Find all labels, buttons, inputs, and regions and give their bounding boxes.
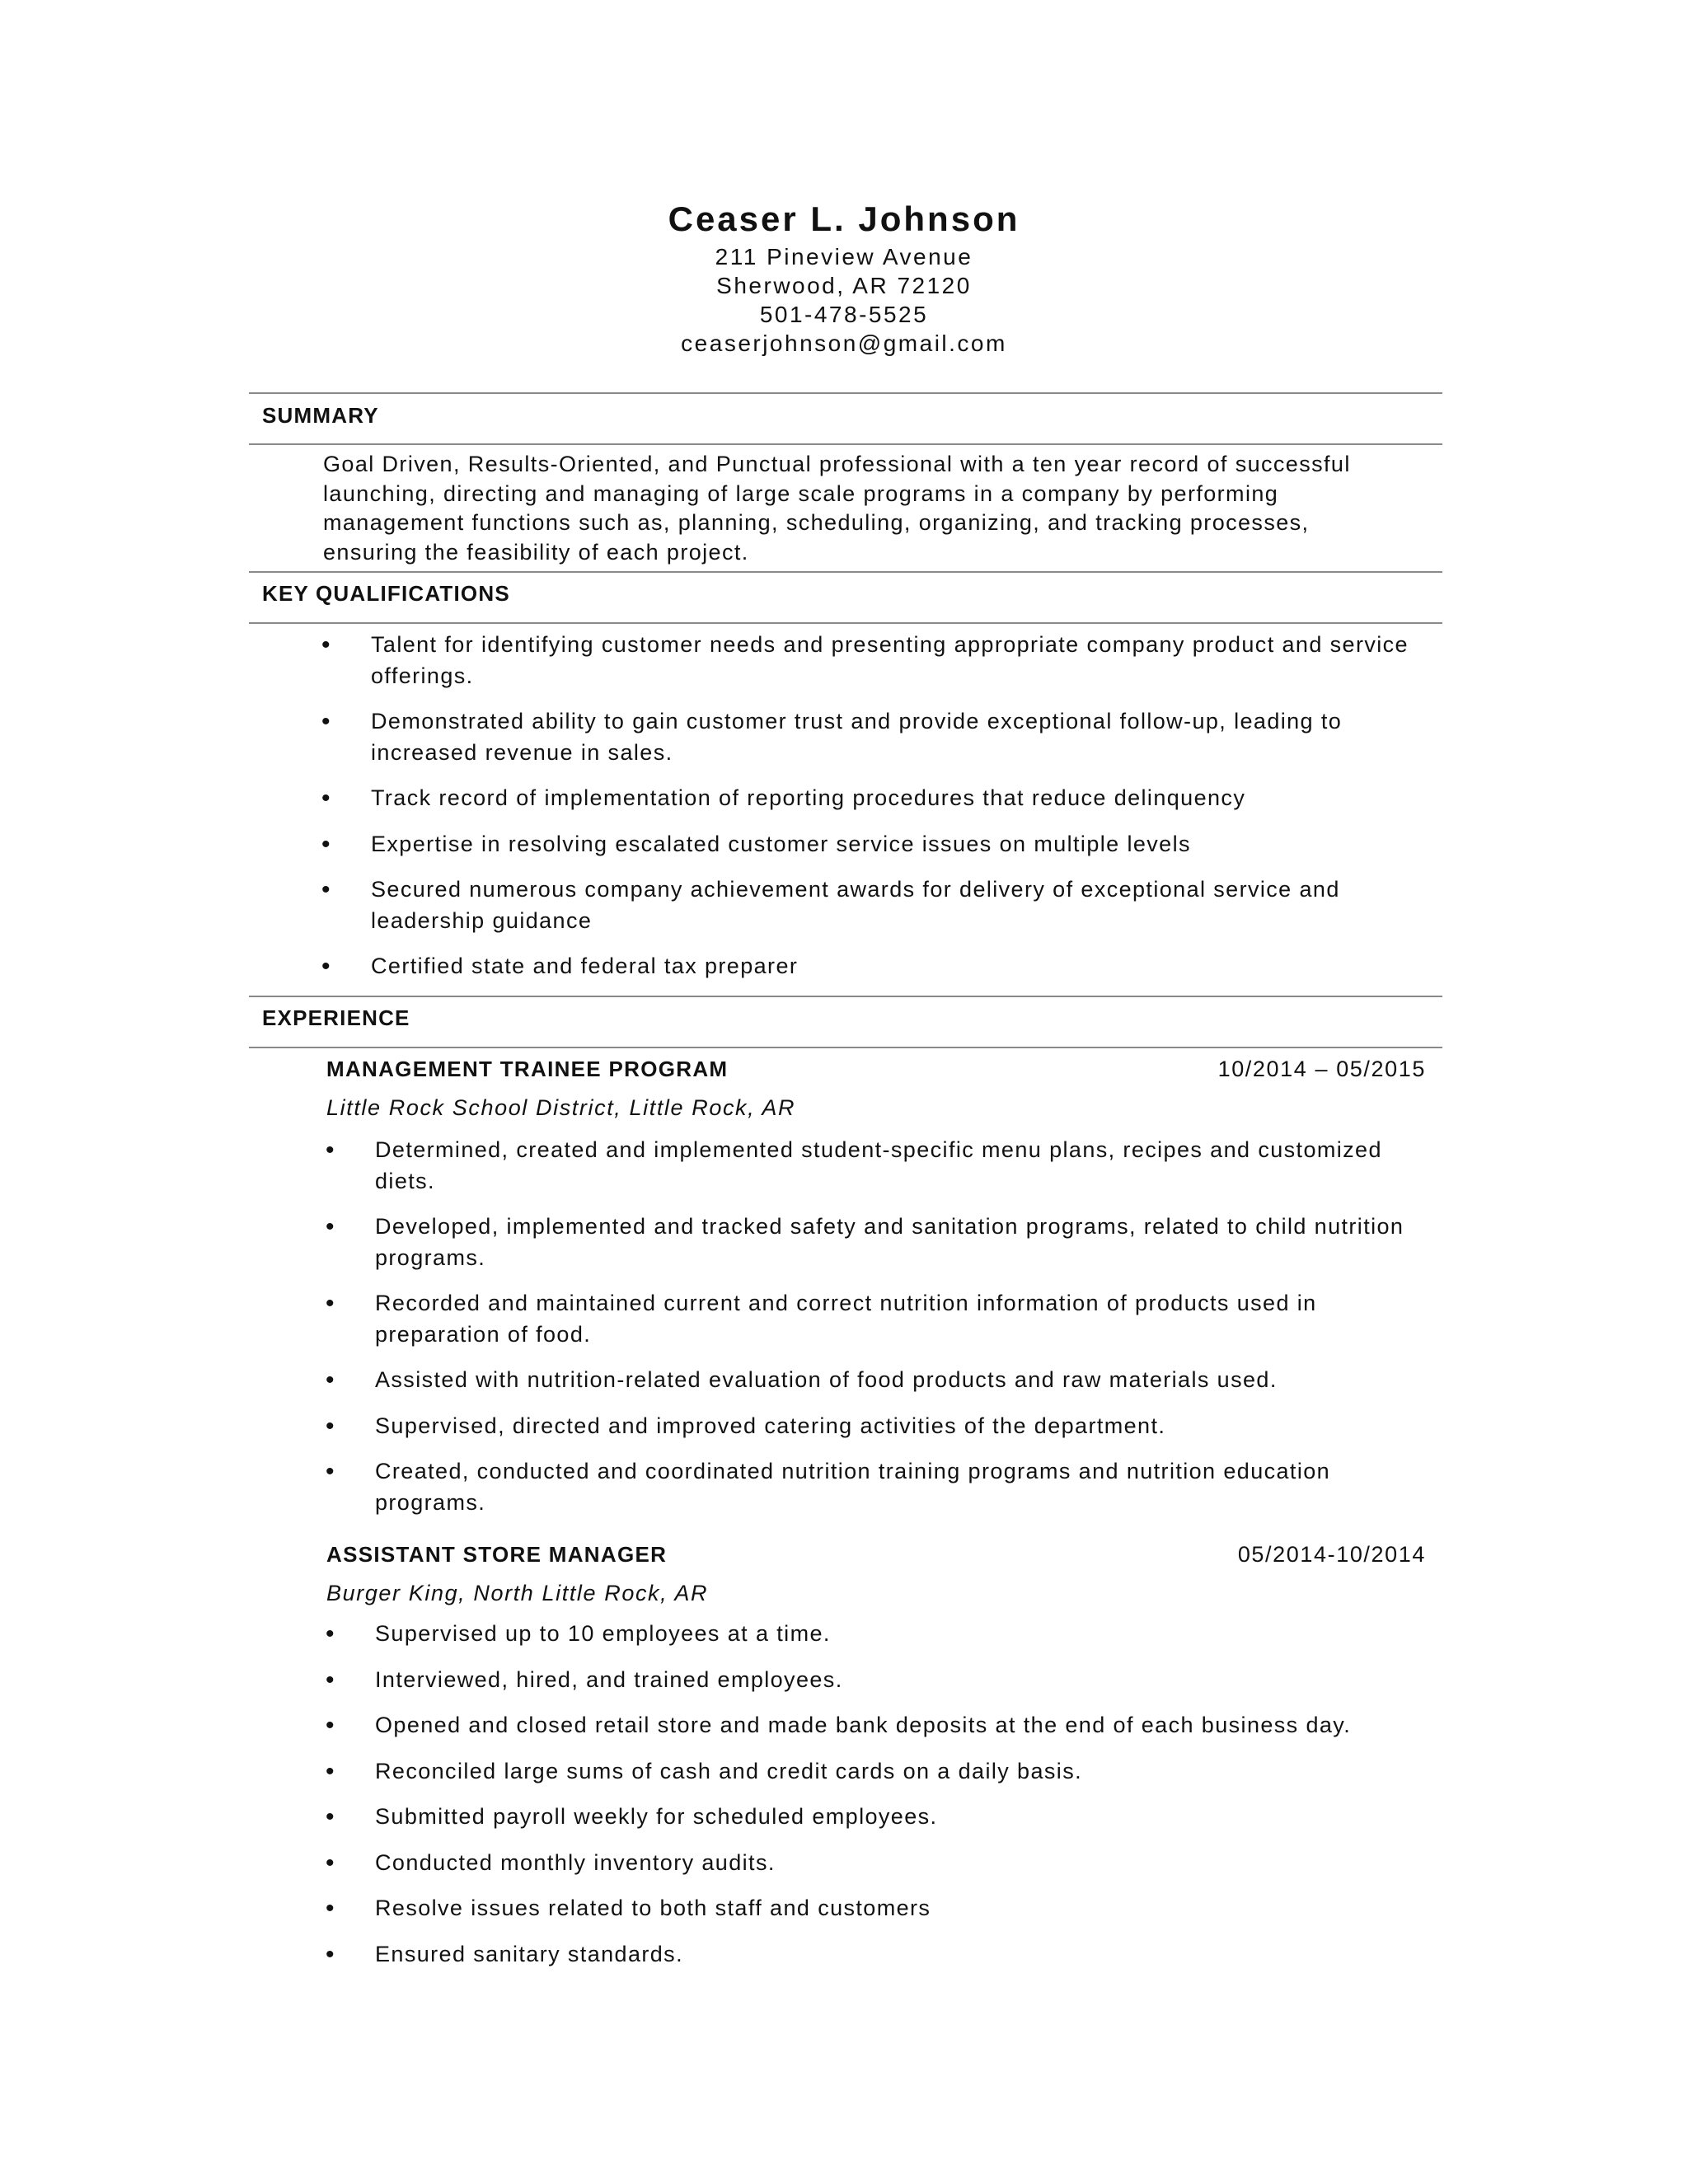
qualifications-heading: KEY QUALIFICATIONS bbox=[262, 581, 510, 606]
email-address: ceaserjohnson@gmail.com bbox=[681, 330, 1007, 356]
job-dates: 05/2014-10/2014 bbox=[1237, 1542, 1426, 1567]
list-item: • Conducted monthly inventory audits. bbox=[375, 1848, 1438, 1879]
divider-experience-bottom bbox=[249, 1047, 1442, 1048]
list-item: • Resolve issues related to both staff and customers bbox=[375, 1893, 1438, 1924]
job-duties-list bbox=[375, 1135, 1438, 1533]
list-item: • Secured numerous company achievement awards for delivery of exceptional service and leadership guidance bbox=[371, 874, 1409, 936]
list-item: • Interviewed, hired, and trained employees. bbox=[375, 1665, 1438, 1696]
list-item: • Demonstrated ability to gain customer trust and provide exceptional follow-up, leading to increased revenue in sales. bbox=[371, 706, 1409, 768]
divider-summary-top bbox=[249, 392, 1442, 394]
job-title: ASSISTANT STORE MANAGER bbox=[326, 1542, 668, 1567]
list-item: • Supervised, directed and improved catering activities of the department. bbox=[375, 1411, 1438, 1442]
list-item: • Assisted with nutrition-related evaluation of food products and raw materials used. bbox=[375, 1365, 1438, 1396]
list-item: • Submitted payroll weekly for scheduled employees. bbox=[375, 1802, 1438, 1833]
list-item: • Expertise in resolving escalated customer service issues on multiple levels bbox=[371, 829, 1409, 860]
list-item: • Opened and closed retail store and made bank deposits at the end of each business day. bbox=[375, 1710, 1438, 1741]
list-item: • Track record of implementation of reporting procedures that reduce delinquency bbox=[371, 783, 1409, 814]
list-item: • Supervised up to 10 employees at a time. bbox=[375, 1619, 1438, 1650]
candidate-name: Ceaser L. Johnson bbox=[668, 199, 1020, 238]
job-organization: Little Rock School District, Little Rock, AR bbox=[326, 1095, 796, 1120]
qualifications-list bbox=[371, 630, 1409, 997]
divider-summary-bottom bbox=[249, 443, 1442, 445]
experience-heading: EXPERIENCE bbox=[262, 1005, 410, 1030]
address-line-1: 211 Pineview Avenue bbox=[715, 244, 973, 269]
list-item: • Created, conducted and coordinated nutrition training programs and nutrition education programs. bbox=[375, 1456, 1438, 1518]
job-title: MANAGEMENT TRAINEE PROGRAM bbox=[326, 1057, 729, 1081]
divider-qualifications-bottom bbox=[249, 622, 1442, 624]
job-duties-list bbox=[375, 1619, 1438, 1985]
summary-heading: SUMMARY bbox=[262, 403, 379, 428]
divider-qualifications-top bbox=[249, 571, 1442, 573]
resume-header bbox=[0, 196, 1688, 358]
summary-paragraph: Goal Driven, Results-Oriented, and Punctual professional with a ten year record of successful launching, directing and managing of large scale programs in a company by performing management functions such as, planning, scheduling, organizing, and tracking processes, ensuring the feasibility of each project. bbox=[323, 452, 1351, 565]
list-item: • Ensured sanitary standards. bbox=[375, 1939, 1438, 1971]
list-item: • Recorded and maintained current and correct nutrition information of products used in preparation of food. bbox=[375, 1288, 1438, 1350]
list-item: • Certified state and federal tax preparer bbox=[371, 951, 1409, 982]
list-item: • Reconciled large sums of cash and credit cards on a daily basis. bbox=[375, 1756, 1438, 1788]
list-item: • Developed, implemented and tracked safety and sanitation programs, related to child nutrition programs. bbox=[375, 1212, 1438, 1273]
list-item: • Determined, created and implemented student-specific menu plans, recipes and customized diets. bbox=[375, 1135, 1438, 1197]
job-dates: 10/2014 – 05/2015 bbox=[1217, 1057, 1426, 1081]
phone-number: 501-478-5525 bbox=[759, 302, 929, 327]
address-line-2: Sherwood, AR 72120 bbox=[716, 273, 972, 298]
divider-experience-top bbox=[249, 996, 1442, 997]
job-organization: Burger King, North Little Rock, AR bbox=[326, 1581, 709, 1605]
list-item: • Talent for identifying customer needs and presenting appropriate company product and service offerings. bbox=[371, 630, 1409, 691]
